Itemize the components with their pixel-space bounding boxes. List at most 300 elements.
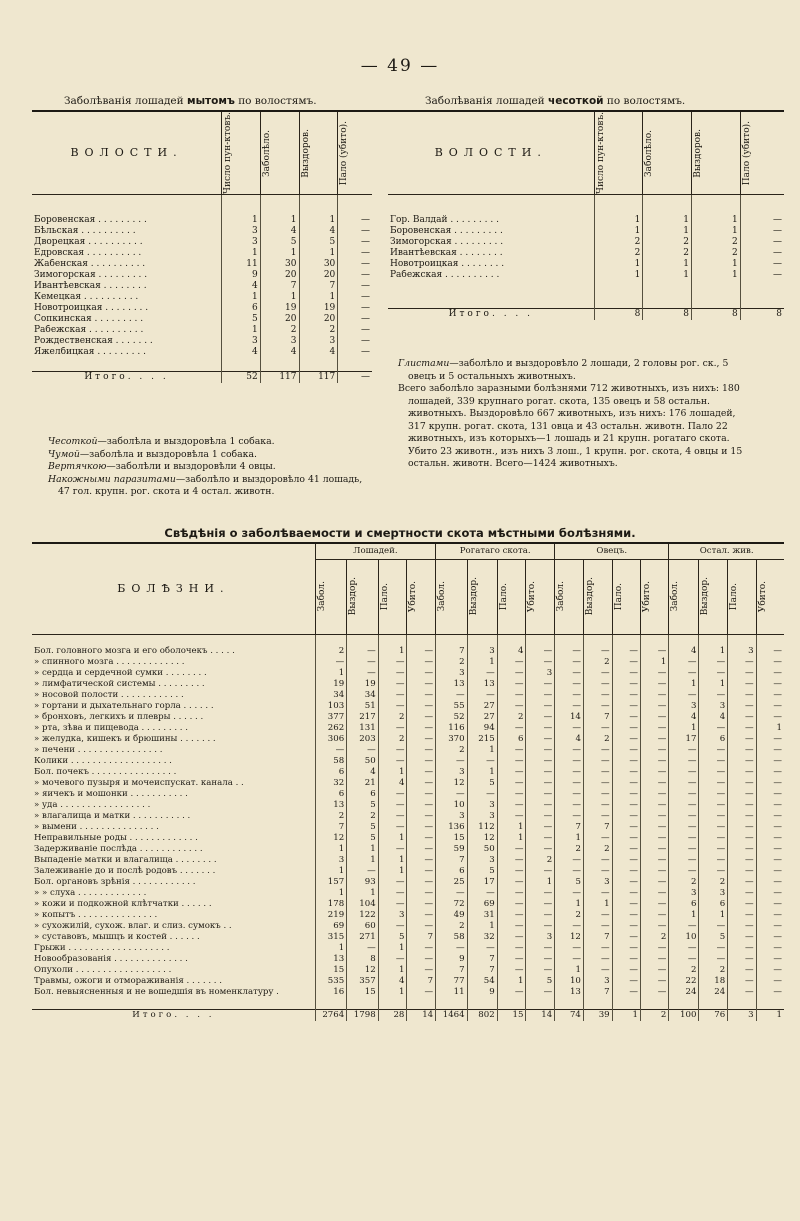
cell-value: 3 [222,336,261,347]
cell-value: — [347,866,378,877]
cell-value: 100 [669,1010,699,1022]
cell-value: 9 [436,954,467,965]
cell-value: — [728,723,756,734]
table-row [32,734,784,745]
cell-value: — [699,723,728,734]
table-row [32,679,784,690]
cell-value: — [728,800,756,811]
cell-value: 18 [699,976,728,987]
table-row [388,259,784,270]
cell-value: — [361,258,370,269]
cell-value: 103 [315,701,346,712]
cell-value: 7 [315,822,346,833]
cell-value: — [583,954,612,965]
cell-value: — [526,745,555,756]
note-paragraph [48,436,374,449]
row-label: » носовой полости . . . . . . . . . . . . [32,690,315,701]
cell-value: — [555,679,584,690]
row-label: » уда . . . . . . . . . . . . . . . . . [32,800,315,811]
cell-value: — [407,745,436,756]
cell-value: 12 [467,833,497,844]
cell-value: 10 [669,932,699,943]
cell-value: — [497,679,526,690]
cell-value: 27 [467,712,497,723]
note-term: Глистами [398,358,450,369]
row-label: Рабежская . . . . . . . . . . [388,270,594,281]
cell-value: 1 [497,833,526,844]
cell-value: — [773,821,782,832]
right-header-name: ВОЛОСТИ. [388,112,594,195]
row-label: » копытъ . . . . . . . . . . . . . . . [32,910,315,921]
note-text: —заболѣли и выздоровѣли 4 овцы. [106,461,276,472]
cell-value: — [526,833,555,844]
cell-value: — [612,899,640,910]
table-row [32,976,784,987]
cell-value: — [773,975,782,986]
cell-value: 1 [594,226,643,237]
row-label: » влагалища и матки . . . . . . . . . . . [32,811,315,822]
cell-value: — [555,723,584,734]
cell-value: 60 [347,921,378,932]
cell-value: — [699,668,728,679]
left-header-sick: Заболѣло. [261,129,272,177]
cell-value: — [728,965,756,976]
cell-value: 11 [222,259,261,270]
cell-value: — [526,844,555,855]
row-label: Колики . . . . . . . . . . . . . . . . . . . [32,756,315,767]
cell-value: — [612,965,640,976]
cell-value: — [361,346,370,357]
cell-value: — [641,888,669,899]
note-paragraph [398,358,748,383]
cell-value: — [773,744,782,755]
cell-value: — [773,832,782,843]
cell-value: — [526,800,555,811]
cell-value: — [497,877,526,888]
cell-value: — [497,943,526,954]
cell-value: 54 [467,976,497,987]
cell-value: — [436,943,467,954]
cell-value: 4 [497,646,526,657]
table-row [32,800,784,811]
left-table [32,112,372,383]
cell-value: — [497,745,526,756]
cell-value: — [407,855,436,866]
subheader-recovered: Выздор. [584,577,595,616]
cell-value: 3 [222,237,261,248]
cell-value: — [467,888,497,899]
cell-value: 6 [315,789,346,800]
cell-value: 7 [436,646,467,657]
cell-value: — [497,899,526,910]
cell-value: — [612,657,640,668]
cell-value: — [669,811,699,822]
cell-value: 5 [222,314,261,325]
table-row [32,954,784,965]
cell-value: — [728,811,756,822]
cell-value: — [407,822,436,833]
cell-value: 1 [643,215,692,226]
cell-value: — [526,811,555,822]
cell-value: — [669,855,699,866]
cell-value: — [583,866,612,877]
cell-value: 1 [222,248,261,259]
cell-value: — [773,942,782,953]
row-label: Опухоли . . . . . . . . . . . . . . . . . . [32,965,315,976]
cell-value: — [669,767,699,778]
total-row [32,1010,784,1022]
cell-value: — [526,987,555,998]
cell-value: — [555,954,584,965]
cell-value: — [583,701,612,712]
cell-value: — [728,866,756,877]
cell-value: — [526,701,555,712]
table-row [32,314,372,325]
table-row [32,877,784,888]
cell-value: — [612,701,640,712]
cell-value: 802 [467,1010,497,1022]
subheader-killed: Убито. [757,580,768,613]
cell-value: — [526,789,555,800]
cell-value: — [526,899,555,910]
cell-value: 25 [436,877,467,888]
cell-value: — [526,756,555,767]
note-paragraph [48,449,374,462]
cell-value: — [699,745,728,756]
cell-value: — [378,679,407,690]
table-row [32,712,784,723]
cell-value: — [612,932,640,943]
row-label: Рабежская . . . . . . . . . . [32,325,222,336]
cell-value: 2 [436,745,467,756]
cell-value: — [497,932,526,943]
cell-value: — [497,789,526,800]
cell-value: 12 [555,932,584,943]
cell-value: — [436,888,467,899]
cell-value: — [612,943,640,954]
row-label: » печени . . . . . . . . . . . . . . . . [32,745,315,756]
cell-value: 3 [467,800,497,811]
cell-value: 357 [347,976,378,987]
cell-value: 1 [315,844,346,855]
right-notes [398,358,748,471]
cell-value: 13 [555,987,584,998]
row-label: Бол. невыясненныя и не вошедшія въ номенклатуру . [32,987,315,998]
cell-value: — [773,236,782,247]
cell-value: 13 [315,800,346,811]
cell-value: 93 [347,877,378,888]
cell-value: 1 [378,866,407,877]
cell-value: 7 [583,822,612,833]
cell-value: — [526,767,555,778]
cell-value: 1 [699,679,728,690]
cell-value: 3 [436,811,467,822]
cell-value: — [612,921,640,932]
cell-value: 1 [467,657,497,668]
row-label: Новообразованія . . . . . . . . . . . . . . [32,954,315,965]
cell-value: — [378,811,407,822]
cell-value: 5 [467,866,497,877]
table-row [32,657,784,668]
cell-value: 136 [436,822,467,833]
cell-value: — [378,657,407,668]
row-label: Итого. . . . [32,1010,315,1022]
cell-value: 1 [378,943,407,954]
row-label: Кемецкая . . . . . . . . . . [32,292,222,303]
cell-value: — [728,932,756,943]
cell-value: 315 [315,932,346,943]
cell-value: — [612,888,640,899]
cell-value: — [555,855,584,866]
cell-value: — [612,987,640,998]
cell-value: — [407,767,436,778]
cell-value: — [728,657,756,668]
subheader-died: Пало. [613,582,624,611]
cell-value: 1 [756,1010,784,1022]
cell-value: — [773,214,782,225]
table-row [32,965,784,976]
cell-value: — [526,679,555,690]
cell-value: — [378,921,407,932]
cell-value: 271 [347,932,378,943]
cell-value: 69 [315,921,346,932]
cell-value: — [555,800,584,811]
cell-value: 219 [315,910,346,921]
cell-value: — [699,921,728,932]
cell-value: — [773,269,782,280]
row-label: » вымени . . . . . . . . . . . . . . . [32,822,315,833]
table-row [32,767,784,778]
cell-value: 7 [583,712,612,723]
cell-value: — [641,877,669,888]
cell-value: 178 [315,899,346,910]
cell-value: — [378,756,407,767]
cell-value: 2 [583,844,612,855]
cell-value: — [407,877,436,888]
cell-value: 5 [347,833,378,844]
cell-value: — [378,690,407,701]
cell-value: 1 [643,226,692,237]
cell-value: — [467,943,497,954]
cell-value: — [583,690,612,701]
cell-value: 217 [347,712,378,723]
cell-value: — [773,733,782,744]
row-label: Боровенская . . . . . . . . . [388,226,594,237]
row-label: Новотроицкая . . . . . . . . [388,259,594,270]
cell-value: — [641,778,669,789]
cell-value: — [497,811,526,822]
note-text: Всего заболѣло заразными болѣзнями 712 животныхъ, изъ нихъ: 180 лошадей, 339 крупнаго рогат. скота, 135 овецъ и 58 остальн. животныхъ. Выздоровѣло 667 животныхъ, изъ нихъ: 176 лошадей, 317 крупн. рогат. скота, 131 овца и 43 остальн. животн. Пало 22 животныхъ, изъ которыхъ—1 лошадь и 21 крупн. рогатаго скота. Убито 23 животн., изъ нихъ 3 лош., 1 крупн. рог. скота, 4 овцы и 15 остальн. животн. Всего—1424 животныхъ. [398,383,743,469]
cell-value: — [728,899,756,910]
cell-value: — [699,811,728,822]
note-term: Чесоткой [48,436,98,447]
cell-value: — [497,888,526,899]
cell-value: — [641,954,669,965]
cell-value: 3 [526,932,555,943]
cell-value: — [699,833,728,844]
row-label: Гор. Валдай . . . . . . . . . [388,215,594,226]
cell-value: — [407,723,436,734]
cell-value: 2764 [315,1010,346,1022]
cell-value: 15 [347,987,378,998]
cell-value: — [728,877,756,888]
cell-value: 4 [299,226,338,237]
cell-value: 4 [669,646,699,657]
table-row [32,237,372,248]
table-row [32,756,784,767]
cell-value: 22 [669,976,699,987]
table-row [32,646,784,657]
cell-value: — [361,247,370,258]
cell-value: — [378,800,407,811]
cell-value: — [378,668,407,679]
cell-value: — [378,899,407,910]
cell-value: — [497,778,526,789]
cell-value: 1 [612,1010,640,1022]
cell-value: 52 [436,712,467,723]
cell-value: 2 [669,965,699,976]
cell-value: 4 [260,226,299,237]
cell-value: 3 [467,855,497,866]
cell-value: 3 [436,668,467,679]
cell-value: — [526,943,555,954]
cell-value: 1 [467,745,497,756]
cell-value: 32 [315,778,346,789]
cell-value: — [728,767,756,778]
cell-value: — [555,646,584,657]
cell-value: — [773,711,782,722]
note-paragraph [48,474,374,499]
cell-value: — [773,876,782,887]
subheader-killed: Убито. [527,580,538,613]
cell-value: 1 [347,855,378,866]
cell-value: — [467,690,497,701]
cell-value: — [497,844,526,855]
cell-value: — [728,668,756,679]
cell-value: 7 [467,954,497,965]
page-number: — 49 — [360,56,440,76]
cell-value: — [612,789,640,800]
cell-value: 8 [691,309,740,321]
cell-value: — [583,800,612,811]
left-header-points: Число пун-ктовъ. [223,112,234,195]
cell-value: 7 [555,822,584,833]
cell-value: 116 [436,723,467,734]
cell-value: 7 [436,855,467,866]
table-row [32,226,372,237]
cell-value: 1 [583,899,612,910]
cell-value: — [612,833,640,844]
cell-value: 157 [315,877,346,888]
cell-value: 94 [467,723,497,734]
cell-value: 1 [378,855,407,866]
cell-value: — [583,921,612,932]
cell-value: 7 [260,281,299,292]
cell-value: 55 [436,701,467,712]
cell-value: 7 [583,932,612,943]
cell-value: — [669,954,699,965]
cell-value: 6 [222,303,261,314]
cell-value: — [612,855,640,866]
cell-value: 1 [691,215,740,226]
table-row [388,226,784,237]
table-row [388,215,784,226]
cell-value: 3 [222,226,261,237]
cell-value: — [641,800,669,811]
row-label: Залеживаніе до и послѣ родовъ . . . . . . . [32,866,315,877]
cell-value: — [641,690,669,701]
table-row [32,248,372,259]
cell-value: 12 [436,778,467,789]
row-label: Новотроицкая . . . . . . . . [32,303,222,314]
cell-value: — [728,789,756,800]
table-row [32,778,784,789]
cell-value: — [728,921,756,932]
cell-value: — [641,866,669,877]
cell-value: 1 [643,270,692,281]
cell-value: — [407,668,436,679]
cell-value: — [728,833,756,844]
cell-value: — [728,976,756,987]
cell-value: — [669,866,699,877]
cell-value: — [669,921,699,932]
cell-value: — [612,976,640,987]
cell-value: — [407,778,436,789]
cell-value: 1 [643,259,692,270]
cell-value: — [526,723,555,734]
cell-value: — [555,668,584,679]
right-header-recovered: Выздоров. [692,128,703,178]
cell-value: 2 [378,712,407,723]
cell-value: — [641,976,669,987]
cell-value: 2 [378,734,407,745]
table-row [32,921,784,932]
cell-value: — [361,280,370,291]
cell-value: — [773,887,782,898]
cell-value: — [728,712,756,723]
cell-value: — [407,756,436,767]
cell-value: — [669,778,699,789]
cell-value: — [583,668,612,679]
cell-value: 2 [699,877,728,888]
cell-value: — [361,225,370,236]
cell-value: — [555,943,584,954]
cell-value: 5 [347,822,378,833]
table-row [32,303,372,314]
cell-value: 7 [407,976,436,987]
cell-value: — [555,921,584,932]
cell-value: — [583,745,612,756]
cell-value: 5 [299,237,338,248]
cell-value: — [699,789,728,800]
cell-value: 2 [699,965,728,976]
cell-value: — [612,712,640,723]
cell-value: 4 [222,347,261,358]
cell-value: 52 [222,372,261,384]
cell-value: — [583,965,612,976]
cell-value: — [773,258,782,269]
cell-value: — [612,767,640,778]
row-label: Боровенская . . . . . . . . . [32,215,222,226]
cell-value: — [773,843,782,854]
cell-value: 1 [347,888,378,899]
cell-value: — [407,811,436,822]
cell-value: 3 [260,336,299,347]
cell-value: 1 [299,215,338,226]
cell-value: 3 [526,668,555,679]
cell-value: 1 [260,215,299,226]
cell-value: 2 [594,248,643,259]
